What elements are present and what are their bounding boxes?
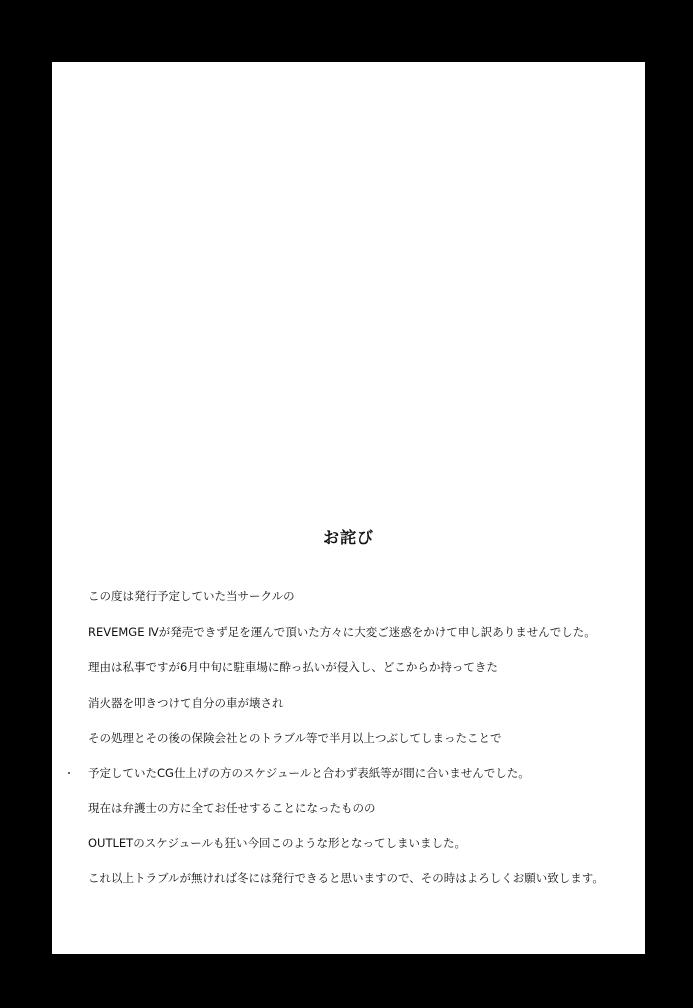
paper-page [52,62,645,954]
apology-title: お詫び [322,528,374,547]
apology-line-7: 現在は弁護士の方に全てお任せすることになったものの [88,801,376,815]
apology-line-8: OUTLETのスケジュールも狂い今回このような形となってしまいました。 [88,836,466,850]
apology-line-9: これ以上トラブルが無ければ冬には発行できると思いますので、その時はよろしくお願い致します。 [88,871,604,885]
apology-line-3: 理由は私事ですが6月中旬に駐車場に酔っ払いが侵入し、どこからか持ってきた [88,660,498,674]
apology-line-4: 消火器を叩きつけて自分の車が壊され [88,696,284,710]
scan-speck [68,772,70,774]
apology-line-5: その処理とその後の保険会社とのトラブル等で半月以上つぶしてしまったことで [88,731,502,745]
apology-line-6: 予定していたCG仕上げの方のスケジュールと合わず表紙等が間に合いませんでした。 [88,766,530,780]
apology-line-1: この度は発行予定していた当サークルの [88,589,295,603]
apology-line-2: REVEMGE Ⅳが発売できず足を運んで頂いた方々に大変ご迷惑をかけて申し訳ありませんでした。 [88,625,596,639]
